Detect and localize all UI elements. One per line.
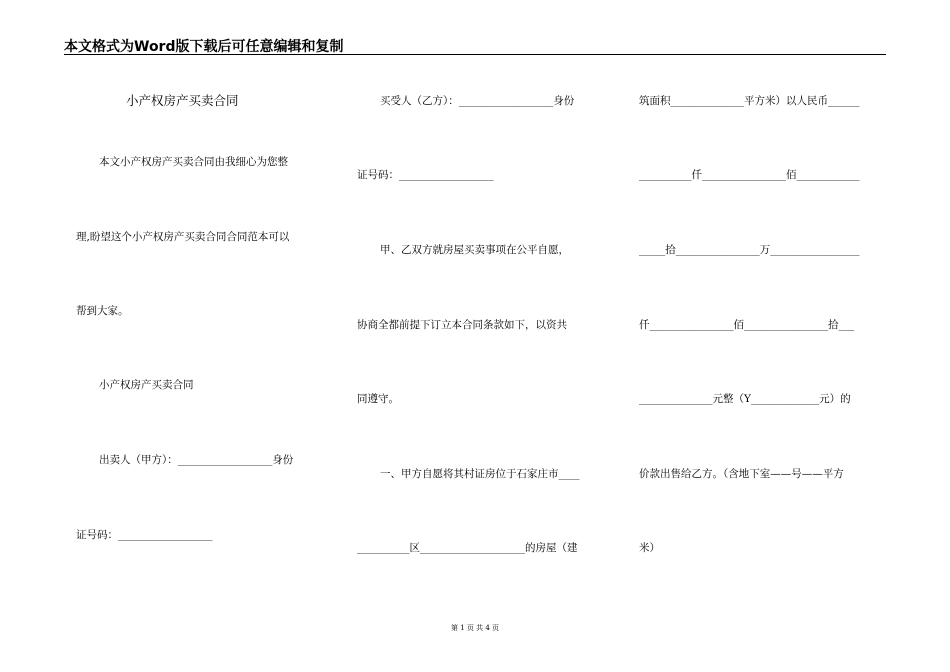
amount-line: __________仟________________佰____________ (639, 169, 860, 181)
amount-line: 仟________________佰________________拾___ (639, 319, 855, 331)
section-title: 小产权房产买卖合同 (99, 379, 194, 391)
document-title: 小产权房产买卖合同 (126, 93, 239, 108)
amount-line: _____拾________________万_________________ (639, 244, 860, 256)
clause-line: 筑面积______________平方米）以人民币______ (639, 95, 860, 107)
paragraph-line: 甲、乙双方就房屋买卖事项在公平自愿， (380, 244, 569, 256)
clause-line: __________区____________________的房屋（建 (357, 542, 578, 554)
column-2 (357, 0, 607, 672)
clause-line: 价款出售给乙方。（含地下室——号——平方 (639, 468, 844, 480)
column-3 (639, 0, 889, 672)
page-number: 第 1 页 共 4 页 (450, 624, 500, 632)
header-text: 本文格式为Word版下载后可任意编辑和复制 (64, 39, 344, 55)
paragraph-line: 协商全都前提下订立本合同条款如下，以资共 (357, 319, 567, 331)
paragraph-line: 同遵守。 (357, 393, 399, 405)
column-1 (76, 0, 326, 672)
paragraph-line: 理,盼望这个小产权房产买卖合同合同范本可以 (76, 231, 290, 243)
clause-line: 米） (639, 542, 660, 554)
paragraph-line: 帮到大家。 (76, 305, 129, 317)
seller-id-line: 证号码：__________________ (76, 529, 213, 541)
buyer-id-line: 证号码：__________________ (357, 169, 494, 181)
paragraph-line: 本文小产权房产买卖合同由我细心为您整 (99, 156, 288, 168)
clause-line: 一、甲方自愿将其村证房位于石家庄市____ (380, 468, 580, 480)
buyer-line: 买受人（乙方）：__________________身份 (380, 95, 575, 107)
seller-line: 出卖人（甲方）：__________________身份 (99, 454, 294, 466)
amount-line: ______________元整（Y_____________元）的 (639, 393, 851, 405)
